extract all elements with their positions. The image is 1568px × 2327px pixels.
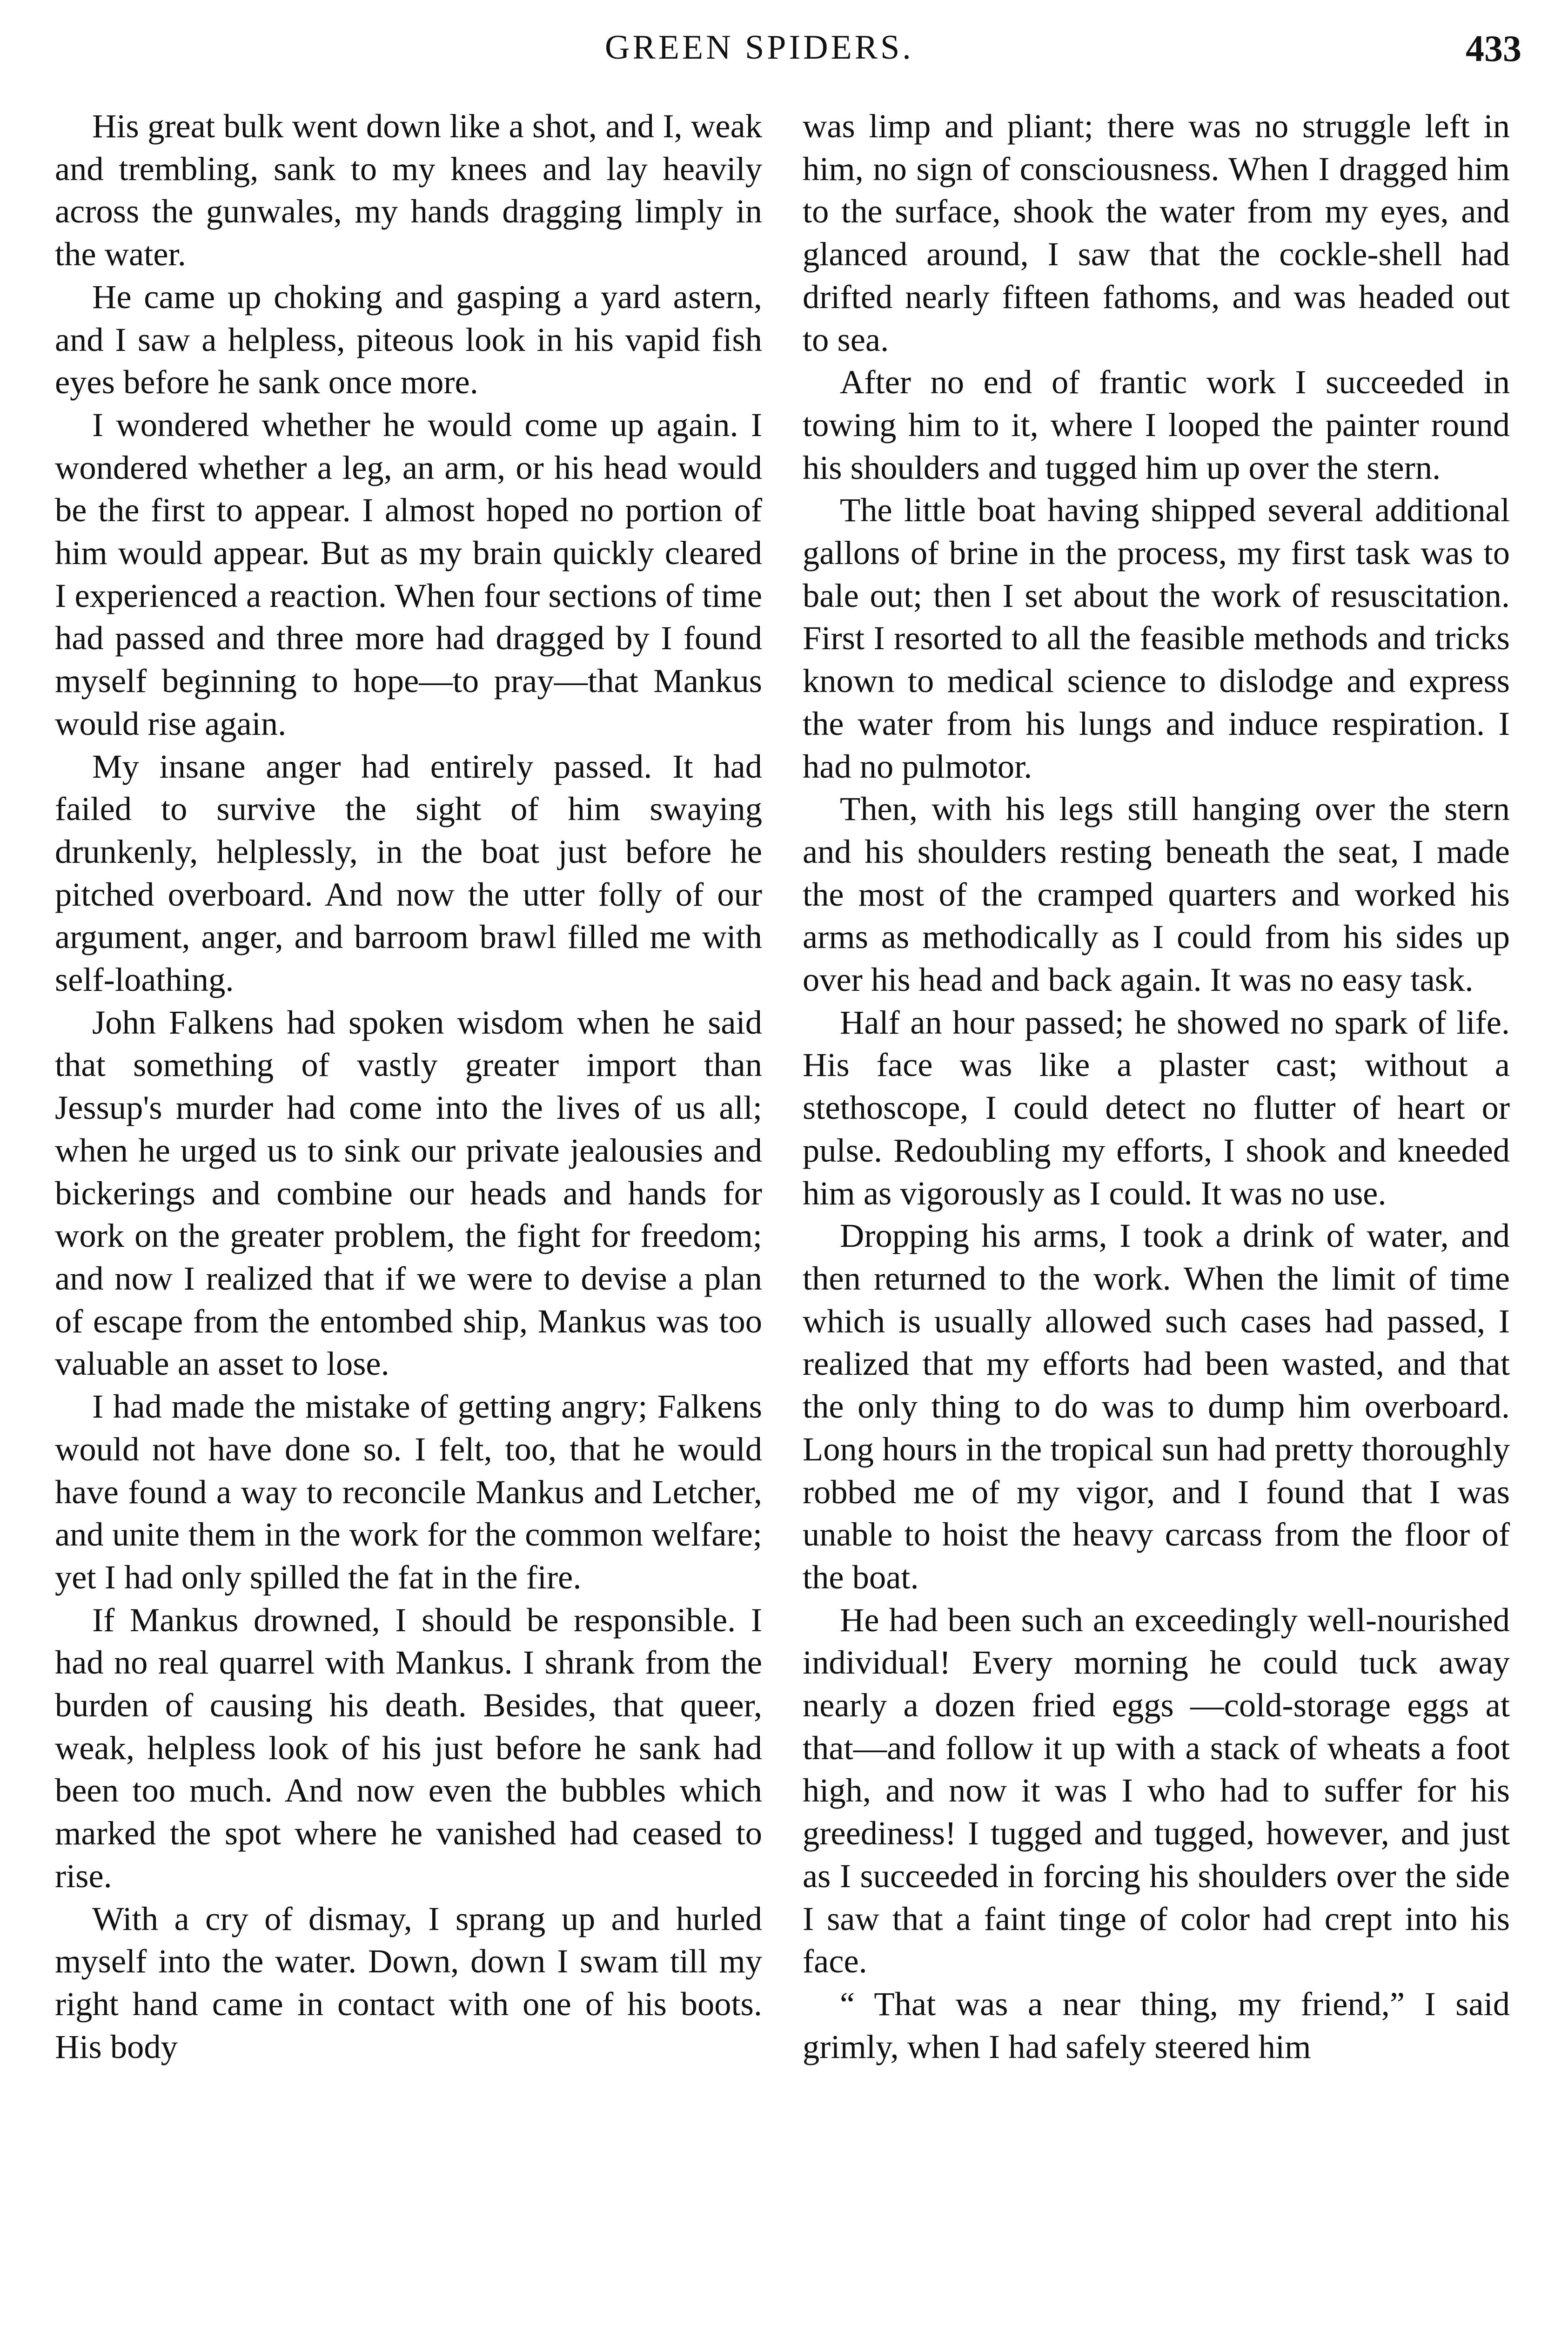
paragraph: My insane anger had entirely passed. It had failed to survive the sight of him swaying drunkenly, helplessly, in the boat just before he pitched overboard. And now the utter folly of our argument, anger, and barroom brawl filled me with self-loathing. — [55, 747, 762, 999]
paragraph: He came up choking and gasping a yard astern, and I saw a helpless, piteous look in his vapid fish eyes before he sank once more. — [55, 277, 762, 401]
page-number: 433 — [1466, 28, 1521, 69]
paragraph: I had made the mistake of getting angry; Falkens would not have done so. I felt, too, that he would have found a way to reconcile Mankus and Letcher, and unite them in the work for the common welfare; yet I had only spilled the fat in the fire. — [55, 1387, 762, 1596]
right-column — [803, 105, 1510, 2068]
paragraph: The little boat having shipped several additional gallons of brine in the process, my first task was to bale out; then I set about the work of resuscitation. First I resorted to all the feasible methods and tricks known to medical science to dislodge and express the water from his lungs and induce respiration. I had no pulmotor. — [803, 491, 1510, 785]
paragraph: “ That was a near thing, my friend,” I said grimly, when I had safely steered him — [803, 1984, 1510, 2065]
paragraph: John Falkens had spoken wisdom when he said that something of vastly greater import than Jessup's murder had come into the lives of us all; when he urged us to sink our private jealousies and bickerings and combine our heads and hands for work on the greater problem, the fight for freedom; and now I realized that if we were to devise a plan of escape from the entombed ship, Mankus was too valuable an asset to lose. — [55, 1003, 762, 1383]
paragraph: Then, with his legs still hanging over the stern and his shoulders resting beneath the seat, I made the most of the cramped quarters and worked his arms as methodically as I could from his sides up over his head and back again. It was no easy task. — [803, 790, 1510, 999]
paragraph: Half an hour passed; he showed no spark of life. His face was like a plaster cast; without a stethoscope, I could detect no flutter of heart or pulse. Redoubling my efforts, I shook and kneeded him as vigorously as I could. It was no use. — [803, 1003, 1510, 1212]
paragraph: After no end of frantic work I succeeded in towing him to it, where I looped the painter round his shoulders and tugged him up over the stern. — [803, 363, 1510, 486]
paragraph: I wondered whether he would come up again. I wondered whether a leg, an arm, or his head would be the first to appear. I almost hoped no portion of him would appear. But as my brain quickly cleared I experienced a reaction. When four sections of time had passed and three more had dragged by I found myself beginning to hope—to pray—that Mankus would rise again. — [55, 405, 762, 742]
paragraph: He had been such an exceedingly well-nourished individual! Every morning he could tuck away nearly a dozen fried eggs —cold-storage eggs at that—and follow it up with a stack of wheats a foot high, and now it was I who had to suffer for his greediness! I tugged and tugged, however, and just as I succeeded in forcing his shoulders over the side I saw that a faint tinge of color had crept into his face. — [803, 1601, 1510, 1980]
running-title: GREEN SPIDERS. — [605, 28, 914, 67]
paragraph: With a cry of dismay, I sprang up and hurled myself into the water. Down, down I swam till my right hand came in contact with one of his boots. His body — [55, 1899, 762, 2065]
paragraph: His great bulk went down like a shot, and I, weak and trembling, sank to my knees and lay heavily across the gunwales, my hands dragging limply in the water. — [55, 107, 762, 273]
paragraph-continued: was limp and pliant; there was no struggle left in him, no sign of consciousness. When I dragged him to the surface, shook the water from my eyes, and glanced around, I saw that the cockle-shell had drifted nearly fifteen fathoms, and was headed out to sea. — [803, 107, 1510, 358]
paragraph: If Mankus drowned, I should be responsible. I had no real quarrel with Mankus. I shrank from the burden of causing his death. Besides, that queer, weak, helpless look of his just before he sank had been too much. And now even the bubbles which marked the spot where he vanished had ceased to rise. — [55, 1601, 762, 1895]
paragraph: Dropping his arms, I took a drink of water, and then returned to the work. When the limit of time which is usually allowed such cases had passed, I realized that my efforts had been wasted, and that the only thing to do was to dump him overboard. Long hours in the tropical sun had pretty thoroughly robbed me of my vigor, and I found that I was unable to hoist the heavy carcass from the floor of the boat. — [803, 1217, 1510, 1596]
left-column — [55, 105, 762, 2068]
